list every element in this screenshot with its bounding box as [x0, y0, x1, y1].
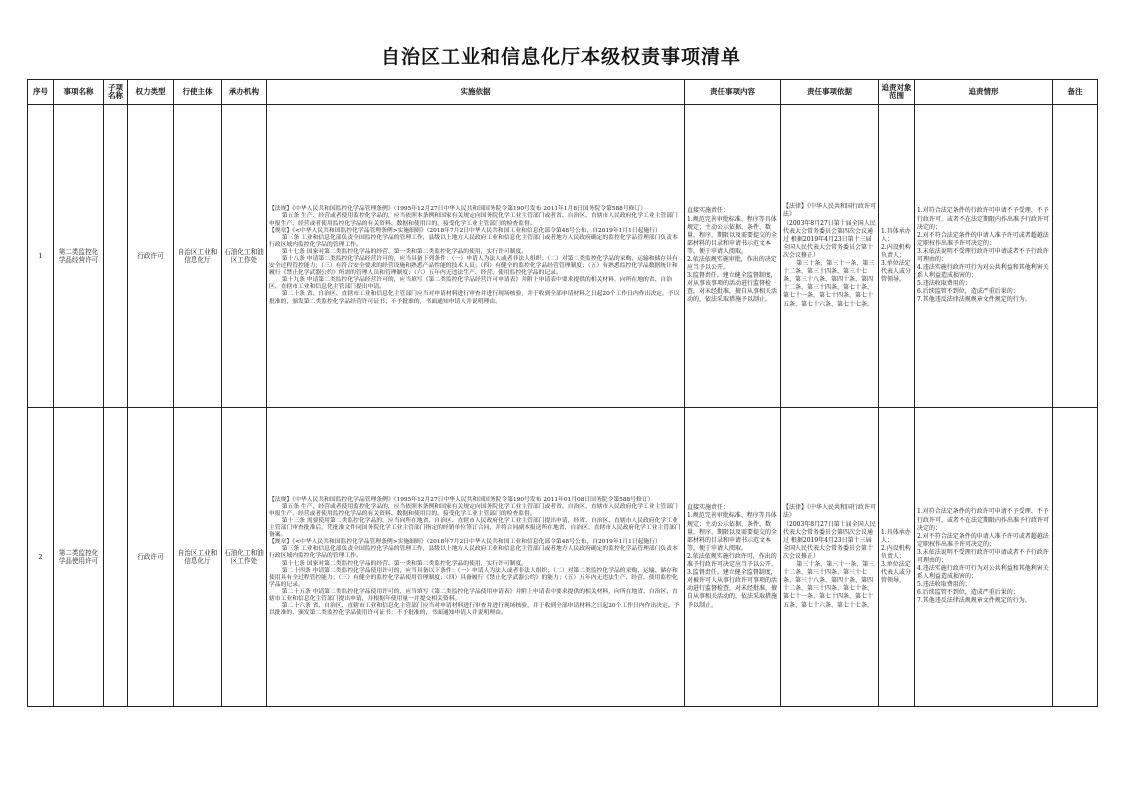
situation-line: 7.其他违反法律法规规章文件规定的行为。	[917, 296, 1031, 304]
situation-line: 6.后续监管不到位，造成严重后果的；	[917, 589, 1019, 597]
cell-duty	[685, 408, 781, 707]
cell-target	[879, 408, 915, 707]
basis-paragraph: 第三条 工业和信息化部负责全国监控化学品的管理工作，县级以上地方人民政府工业和信息化主管部门或者地方人民政府确定的监控化学品管理部门负责本行政区域内监控化学品的管理工作。	[269, 234, 678, 248]
cell-office: 石油化工和油区工作处	[222, 408, 267, 707]
target-line: 2.内设机构负责人；	[881, 243, 911, 259]
cell-subject: 自治区工业和信息化厅	[174, 408, 222, 707]
basis-paragraph: 【法规】《中华人民共和国监控化学品管理条例》（1995年12月27日中华人民共和国国务院令第190号发布 2011年1月8日国务院令第588号修订）	[269, 206, 647, 213]
duty-line: 直接实施责任：	[687, 504, 730, 512]
situation-line: 5.违法收取费用的；	[917, 581, 971, 589]
situation-line: 2.对不符合法定条件的申请人准予许可或者超越法定职权作出准予许可决定的；	[917, 532, 1049, 548]
cell-note	[1053, 408, 1098, 707]
cell-basis	[267, 408, 685, 707]
situation-line: 7.其他违反法律法规规章文件规定的行为。	[917, 597, 1031, 605]
basis-paragraph: 第二十六条 省、自治区、直辖市工业和信息化主管部门应当对申请材料进行审查并进行现场核验，并于收到全部申请材料之日起20个工作日内作出决定。予以批准的，颁发第二类监控化学品使用许可证书；不予批准的，书面通知申请人并说明理由。	[269, 603, 680, 617]
target-line: 1.具体承办人；	[881, 528, 911, 544]
target-line: 1.具体承办人；	[881, 227, 911, 243]
basis-paragraph: 第十九条 申请第二类监控化学品经营许可的，应当填写《第二类监控化学品经营许可申请表》并附上申请表中要求提供的相关材料，向所在地的省、自治区、直辖市工业和信息化主管部门提出申请。	[269, 277, 672, 291]
cell-duty	[685, 105, 781, 408]
duty-line: 2.依法依规实施审批，作出的决定应当予以公开。	[687, 256, 777, 272]
cell-note	[1053, 105, 1098, 408]
target-line: 2.内设机构负责人；	[881, 544, 911, 560]
header-basis: 实施依据	[267, 80, 685, 105]
duty-line: 直接实施责任：	[687, 207, 730, 215]
duty-line: 3.监督责任。建立健全监督制度，对从事该事项的活动进行监督检查，对未经批准，擅自从事相关活动的，依法采取措施予以制止。	[687, 272, 778, 304]
header-item-name: 事项名称	[54, 80, 104, 105]
header-no: 序号	[28, 80, 54, 105]
duty-basis-line: （2003年8月27日第十届全国人民代表大会常务委员会第四次会议通过 根据2019年4月23日第十三届全国人民代表大会常务委员会第十次会议修正）	[783, 219, 876, 259]
cell-duty-basis	[781, 105, 879, 408]
duty-basis-line: 【法律】《中华人民共和国行政许可法》	[783, 203, 877, 219]
duty-basis-line: 第三十条、第三十一条、第三十二条、第三十四条、第三十七条、第三十八条、第四十条、第四十二条、第三十四条、第七十条、第七十一条、第七十四条、第七十五条、第七十六条、第七十七条。	[783, 260, 875, 308]
basis-paragraph: 第五条 生产、经营或者使用监控化学品的，应当依照本条例和国家有关规定向国务院化学工业主管部门或者省、自治区、直辖市人民政府化学工业主管部门申报生产、经营或者使用监控化学品的有关资料、数据和使用目的，接受化学工业主管部门的检查监督。	[269, 213, 678, 227]
basis-paragraph: 【法规】《中华人民共和国监控化学品管理条例》（1995年12月27日中华人民共和国国务院令第190号发布 2011年01月08日国务院令第588号修订）	[269, 496, 654, 503]
cell-situation	[915, 408, 1053, 707]
cell-situation	[915, 105, 1053, 408]
target-line: 3.单位法定代表人或分管领导。	[881, 561, 912, 585]
situation-line: 2.对不符合法定条件的申请人准予许可或者超越法定职权作出准予许可决定的；	[917, 231, 1049, 247]
header-sub-item: 子项名称	[104, 80, 128, 105]
basis-paragraph: 第二十五条 申请第二类监控化学品使用许可的，应当填写《第二类监控化学品使用申请表》并附上申请表中要求提供的相关材料，向所在地省、自治区、直辖市工业和信息化主管部门提出申请，并根据年使用量一并提交相关资料。	[269, 588, 678, 603]
situation-line: 4.违法实施行政许可行为对公共利益和其他利害关系人利益造成损害的；	[917, 264, 1049, 280]
duty-basis-line: （2003年8月27日第十届全国人民代表大会常务委员会第四次会议通过 根据2019年4月23日第十三届全国人民代表大会常务委员会第十次会议修正）	[783, 520, 876, 560]
cell-item-name: 第二类监控化学品经营许可	[54, 105, 104, 408]
duty-basis-line: 第三十条、第三十一条、第三十二条、第三十四条、第三十七条、第三十八条、第四十条、第四十二条、第三十四条、第七十条、第七十一条、第七十四条、第七十五条、第七十六条、第七十七条。	[783, 561, 875, 609]
basis-paragraph: 第二十四条 申请第二类监控化学品使用许可的，应当具备以下条件：（一）申请人为法人或者非法人组织；（二）对第二类监控化学品的采购、运输、储存和使用具有全过程管控能力；（三）有健全的监控化学品使用管理制度；（四）具备履行《禁止化学武器公约》的能力；（五）五年内无违法生产、经营、使用监控化学品的记录。	[269, 567, 678, 588]
duty-line: 1.规范完善审批标准、程序等具体规定；主动公示依据、条件、数量、程序、期限以及需要提交的全部材料的目录和申请书示范文本等，便于申请人阅取。	[687, 512, 778, 552]
basis-paragraph: 第十七条 国家对第二类监控化学品的经营、第一类和第二类监控化学品的使用，实行许可制度。	[281, 248, 528, 255]
cell-no: 1	[28, 105, 54, 408]
table-header-row	[28, 80, 1098, 105]
table-row	[28, 105, 1098, 408]
table-row	[28, 408, 1098, 707]
target-line: 3.单位法定代表人或分管领导。	[881, 260, 912, 284]
header-duty-basis: 责任事项依据	[781, 80, 879, 105]
cell-item-name: 第二类监控化学品使用许可	[54, 408, 104, 707]
cell-duty-basis	[781, 408, 879, 707]
basis-paragraph: 第五条 生产、经营或者使用监控化学品的，应当依照本条例和国家有关规定向国务院化学工业主管部门或者省、自治区、直辖市人民政府化学工业主管部门申报生产、经营或者使用监控化学品的有关资料、数据和使用目的，接受化学工业主管部门的检查监督。	[269, 503, 678, 517]
cell-power-type: 行政许可	[128, 105, 174, 408]
cell-sub-item	[104, 105, 128, 408]
duty-line: 2.依法依规实施行政许可，作出的准予行政许可决定应当予以公开。	[687, 552, 778, 569]
situation-line: 3.未依法说明不受理行政许可申请或者不予行政许可理由的；	[917, 247, 1049, 263]
situation-line: 3.未依法说明不受理行政许可申请或者不予行政许可理由的；	[917, 548, 1049, 564]
cell-power-type: 行政许可	[128, 408, 174, 707]
situation-line: 6.后续监管不到位，造成严重后果的；	[917, 288, 1019, 296]
duty-line: 3.监督责任。建立健全监督制度，对被许可人从事行政许可事项的活动进行监督检查，对未经批准，擅自从事相关活动的，依法采取措施予以制止。	[687, 569, 778, 609]
header-target: 追责对象范围	[879, 80, 915, 105]
cell-sub-item	[104, 408, 128, 707]
cell-office: 石油化工和油区工作处	[222, 105, 267, 408]
cell-no: 2	[28, 408, 54, 707]
header-note: 备注	[1053, 80, 1098, 105]
basis-paragraph: 第二十条 省、自治区、直辖市工业和信息化主管部门应当对申请材料进行审查并进行现场核验，并于收到全部申请材料之日起20个工作日内作出决定。予以批准的，颁发第二类监控化学品经营许可证书；不予批准的，书面通知申请人并说明理由。	[269, 291, 680, 305]
duty-basis-line: 【法律】《中华人民共和国行政许可法》	[783, 504, 877, 520]
basis-paragraph: 第十三条 需要使用第二类监控化学品的，应当向所在地省、自治区、直辖市人民政府化学工业主管部门提出申请，经省、自治区、直辖市人民政府化学工业主管部门审查批准后，凭批准文件同国务院化学工业主管部门指定的经销单位签订合同，并将合同副本报送所在地省、自治区、直辖市人民政府化学工业主管部门备案。	[269, 517, 681, 539]
situation-line: 1.对符合法定条件的行政许可申请不予受理、不予行政许可，或者不在法定期限内作出准予行政许可决定的；	[917, 508, 1050, 532]
basis-paragraph: 第十八条 申请第二类监控化学品经营许可的，应当具备下列条件：（一）申请人为法人或者非法人组织；（二）对第二类监控化学品的采购、运输和储存具有安全过程管控能力；（三）有符合安全要求的经营设施和熟悉产品性能的技术人员；（四）有健全的监控化学品经营管理制度；（五）有熟悉监控化学品数据统计和履行《禁止化学武器公约》所需的管理人员和管理制度；（六）五年内无违法生产、经营、使用监控化学品的记录。	[269, 256, 678, 277]
cell-basis	[267, 105, 685, 408]
duty-line: 1.规范完善审批标准、程序等具体规定；主动公示依据、条件、数量、程序、期限以及需要提交的全部材料的目录和申请书示范文本等，便于申请人阅取。	[687, 215, 778, 255]
duty-list-table	[27, 79, 1098, 707]
header-subject: 行使主体	[174, 80, 222, 105]
situation-line: 5.违法收取费用的；	[917, 280, 971, 288]
header-duty: 责任事项内容	[685, 80, 781, 105]
situation-line: 4.违法实施行政许可行为对公共利益和其他利害关系人利益造成损害的；	[917, 565, 1049, 581]
basis-paragraph: 【规章】《<中华人民共和国监控化学品管理条例>实施细则》（2018年7月2日中华人民共和国工业和信息化部令第48号公布，自2019年1月1日起施行）	[269, 227, 661, 234]
header-office: 承办机构	[222, 80, 267, 105]
situation-line: 1.对符合法定条件的行政许可申请不予受理、不予行政许可，或者不在法定期限内作出准予行政许可决定的；	[917, 207, 1050, 231]
cell-target	[879, 105, 915, 408]
basis-paragraph: 第三条 工业和信息化部负责全国监控化学品的管理工作，县级以上地方人民政府工业和信息化主管部门或者地方人民政府确定的监控化学品管理部门负责本行政区域内监控化学品的管理工作。	[269, 546, 678, 560]
basis-paragraph: 【规章】《<中华人民共和国监控化学品管理条例>实施细则》（2018年7月2日中华人民共和国工业和信息化部令第48号公布，自2019年1月1日起施行）	[269, 539, 661, 546]
header-situation: 追责情形	[915, 80, 1053, 105]
document-title: 自治区工业和信息化厅本级权责事项清单	[380, 46, 741, 68]
header-power-type: 权力类型	[128, 80, 174, 105]
cell-subject: 自治区工业和信息化厅	[174, 105, 222, 408]
basis-paragraph: 第十七条 国家对第二类监控化学品的经营、第一类和第二类监控化学品的使用，实行许可制度。	[281, 560, 528, 567]
